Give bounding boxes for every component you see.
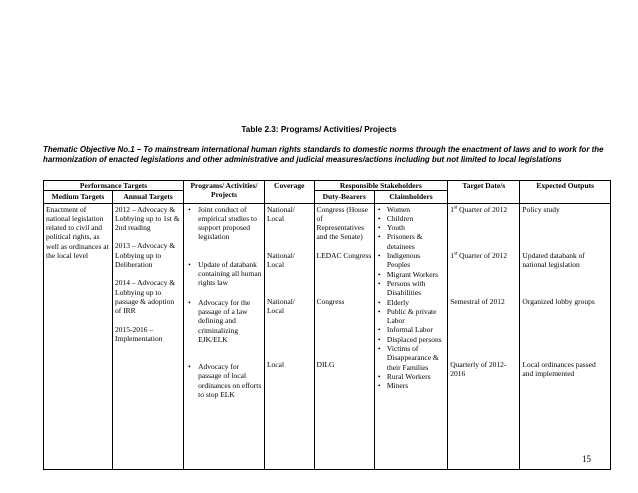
thematic-objective: Thematic Objective No.1 – To mainstream international human rights standards to domestic norms through the enactment of laws and to work for the harmonization of enacted legislations and other administrative and judicial measures/actions including but not limited to local legislations xyxy=(43,145,604,164)
claimholder-item: • Children xyxy=(377,214,445,223)
header-target-date: Target Date/s xyxy=(448,181,520,204)
claimholder-item: • Migrant Workers xyxy=(377,270,445,279)
claimholders-cell xyxy=(374,203,447,469)
header-responsible-stakeholders: Responsible Stakeholders xyxy=(314,181,448,191)
header-performance-targets: Performance Targets xyxy=(44,181,184,191)
header-duty-bearers: Duty-Bearers xyxy=(314,191,374,203)
annual-target: 2014 – Advocacy & Lobbying up to passage & adoption of IRR xyxy=(114,278,176,316)
page-number: 15 xyxy=(582,454,591,464)
program-item: • Joint conduct of empirical studies to support proposed legislation xyxy=(186,205,262,242)
duty-bearer-value: DILG xyxy=(316,359,335,369)
program-item: • Advocacy for passage of local ordinances on efforts to stop ELK xyxy=(186,362,262,399)
medium-target-cell: Enactment of national legislation related to civil and political rights, as well as ordinances at the local level xyxy=(44,203,113,469)
claimholder-item: • Prisoners & detainees xyxy=(377,232,445,251)
claimholder-item: • Rural Workers xyxy=(377,372,445,381)
target-dates-cell xyxy=(448,203,520,469)
coverage-value: Local xyxy=(266,359,285,369)
duty-bearers-cell xyxy=(314,203,374,469)
header-expected-outputs: Expected Outputs xyxy=(520,181,611,204)
expected-outputs-cell xyxy=(520,203,611,469)
annual-targets-cell xyxy=(112,203,183,469)
target-date-value: 1st Quarter of 2012 xyxy=(450,250,508,260)
coverage-cell xyxy=(264,203,314,469)
annual-target: 2012 – Advocacy & Lobbying up to 1st & 2nd reading xyxy=(114,204,180,233)
programs-table xyxy=(43,180,611,470)
header-coverage: Coverage xyxy=(264,181,314,204)
annual-target: 2013 – Advocacy & Lobbying up to Deliberation xyxy=(114,241,176,270)
claimholder-item: • Public & private Labor xyxy=(377,307,445,326)
duty-bearer-value: Congress (House of Representatives and the Senate) xyxy=(316,204,368,242)
claimholder-item: • Elderly xyxy=(377,298,445,307)
table-title: Table 2.3: Programs/ Activities/ Projects xyxy=(241,125,397,134)
expected-output-value: Updated databank of national legislation xyxy=(522,250,585,269)
claimholder-item: • Victims of Disappearance & their Families xyxy=(377,344,445,372)
table-row xyxy=(44,203,611,469)
program-item: • Advocacy for the passage of a law defining and criminalizing EJK/ELK xyxy=(186,298,262,344)
claimholder-list xyxy=(377,205,445,391)
header-annual-targets: Annual Targets xyxy=(112,191,183,203)
coverage-value: National/ Local xyxy=(266,204,295,223)
coverage-value: National/ Local xyxy=(266,296,295,315)
annual-target: 2015-2016 – Implementation xyxy=(114,324,163,343)
claimholder-item: • Displaced persons xyxy=(377,335,445,344)
expected-output-value: Local ordinances passed and implemented xyxy=(522,359,596,378)
claimholder-item: • Miners xyxy=(377,381,445,390)
header-programs: Programs/ Activities/ Projects xyxy=(184,181,265,204)
expected-output-value: Policy study xyxy=(522,204,560,214)
claimholder-item: • Youth xyxy=(377,223,445,232)
target-date-value: Semestral of 2012 xyxy=(450,296,505,306)
claimholder-item: • Women xyxy=(377,205,445,214)
target-date-value: 1st Quarter of 2012 xyxy=(450,204,508,214)
programs-cell xyxy=(184,203,265,469)
claimholder-item: • Informal Labor xyxy=(377,325,445,334)
expected-output-value: Organized lobby groups xyxy=(522,296,595,306)
target-date-value: Quarterly of 2012-2016 xyxy=(450,359,507,378)
header-claimholders: Claimholders xyxy=(374,191,447,203)
claimholder-item: • Indigenous Peoples xyxy=(377,251,445,270)
coverage-value: National/ Local xyxy=(266,250,295,269)
duty-bearer-value: LEDAC Congress xyxy=(316,250,372,260)
claimholder-item: • Persons with Disabilities xyxy=(377,279,445,298)
header-medium-targets: Medium Targets xyxy=(44,191,113,203)
program-item: • Update of databank containing all human rights law xyxy=(186,260,262,288)
duty-bearer-value: Congress xyxy=(316,296,345,306)
